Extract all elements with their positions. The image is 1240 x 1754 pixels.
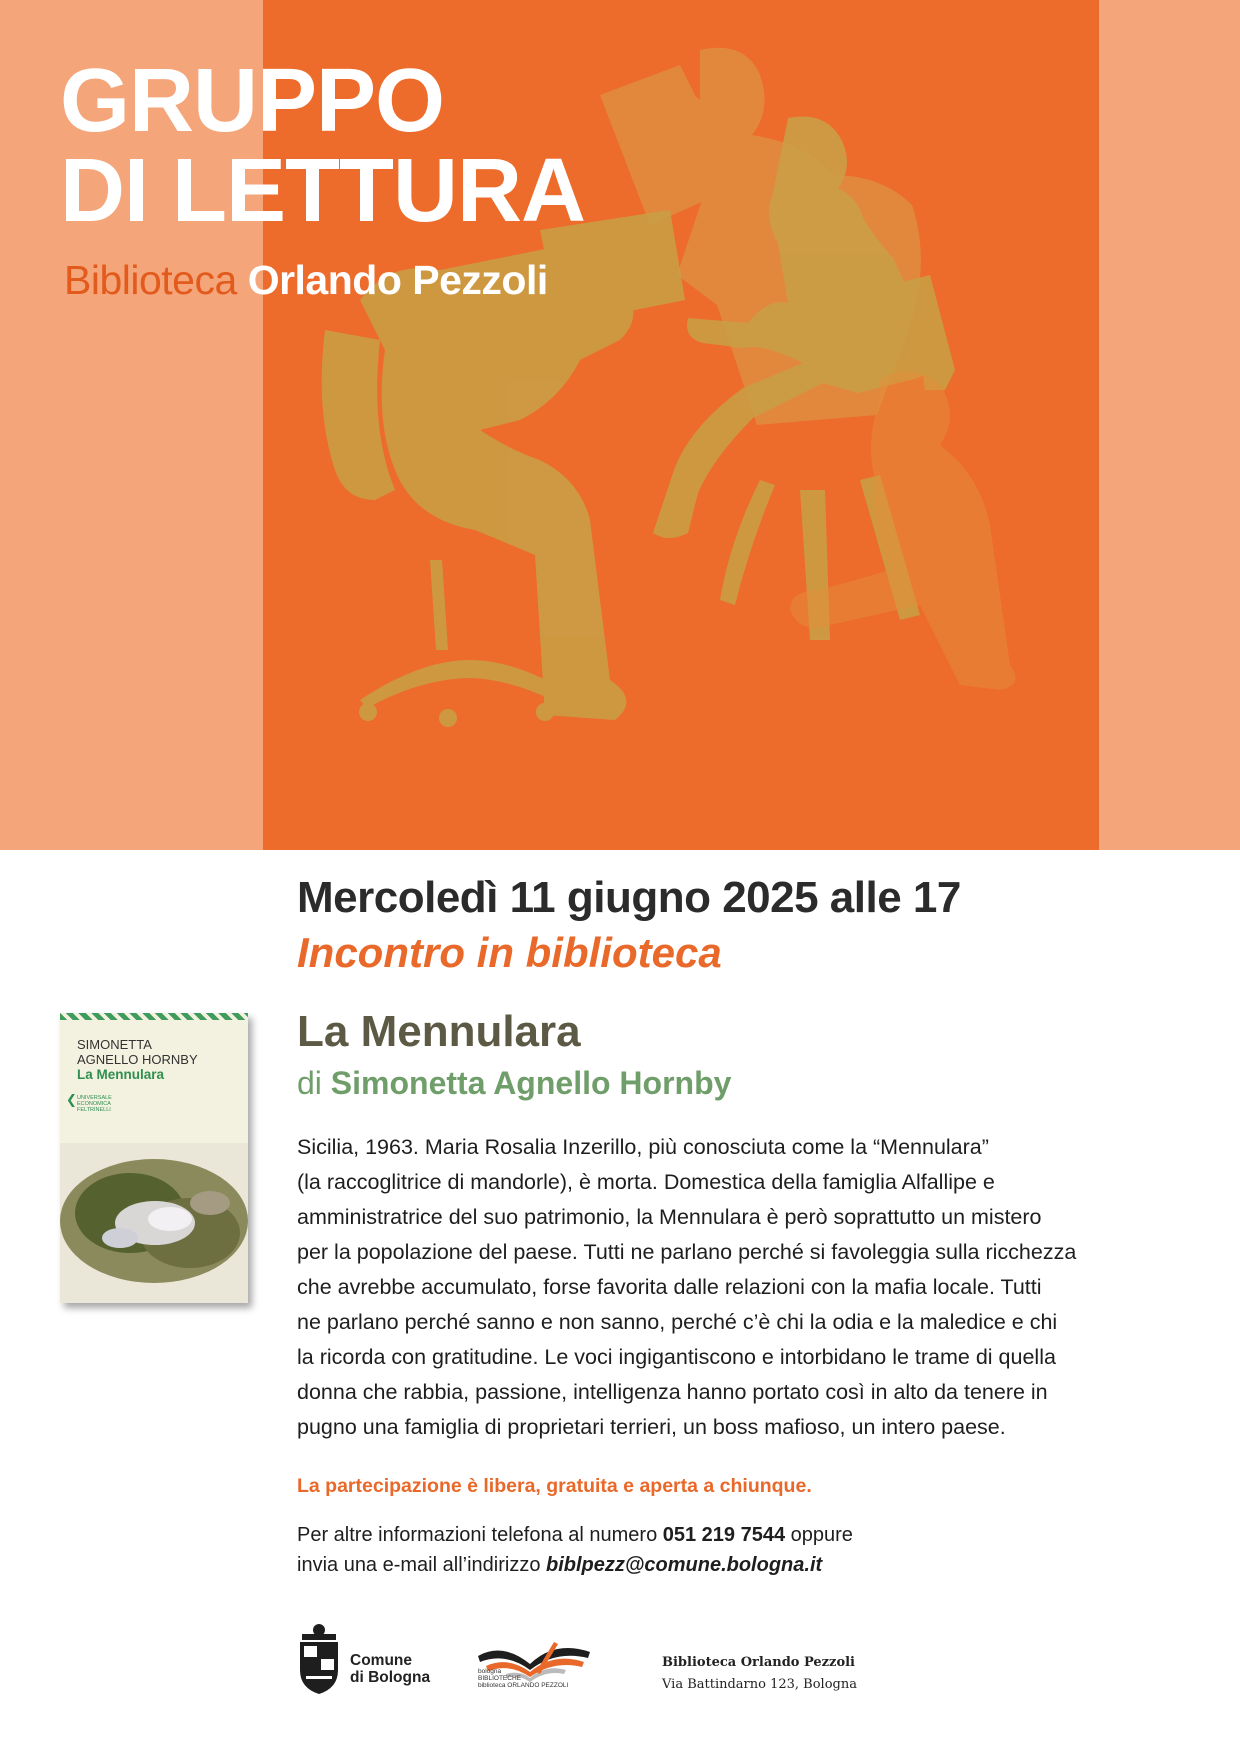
- cover-series: [77, 1095, 137, 1113]
- cover-series-line3: FELTRINELLI: [77, 1107, 111, 1113]
- footer-library-name: Biblioteca Orlando Pezzoli: [662, 1655, 855, 1670]
- cover-stripe: [60, 1013, 248, 1020]
- description-line: per la popolazione del paese. Tutti ne parlano perché si favoleggia sulla ricchezza: [297, 1240, 1077, 1264]
- biblioteche-line2: BIBLIOTECHE: [478, 1675, 521, 1682]
- event-type: Incontro in biblioteca: [297, 929, 722, 976]
- description-line: che avrebbe accumulato, forse favorita dalle relazioni con la mafia locale. Tutti: [297, 1275, 1042, 1299]
- cover-artwork: [60, 1143, 248, 1303]
- page-title: [60, 51, 585, 241]
- comune-di-bologna-label: [350, 1652, 430, 1686]
- email-link[interactable]: biblpezz@comune.bologna.it: [546, 1554, 823, 1576]
- library-name: Orlando Pezzoli: [247, 257, 548, 303]
- cover-title: La Mennulara: [77, 1067, 165, 1082]
- description-line: donna che rabbia, passione, intelligenza hanno portato così in alto da tenere in: [297, 1380, 1048, 1404]
- description-line: ne parlano perché sanno e non sanno, perché c’è chi la odia e la maledice e chi: [297, 1310, 1058, 1334]
- description-line: pugno una famiglia di proprietari terrieri, un boss mafioso, un intero paese.: [297, 1415, 1006, 1439]
- biblioteche-line3: biblioteca ORLANDO PEZZOLI: [478, 1682, 569, 1689]
- header-banner: [0, 0, 1240, 850]
- biblioteche-label: [478, 1668, 568, 1689]
- feltrinelli-logo-icon: ❮: [66, 1092, 77, 1107]
- library-prefix: Biblioteca: [64, 257, 237, 303]
- phone-number[interactable]: 051 219 7544: [662, 1524, 786, 1546]
- book-author: [297, 1063, 731, 1103]
- title-line-1: GRUPPO: [60, 51, 445, 151]
- email-prefix: invia una e-mail all’indirizzo: [297, 1554, 541, 1576]
- footer-address: Via Battindarno 123, Bologna: [662, 1677, 857, 1692]
- biblioteche-line1: bologna: [478, 1668, 502, 1675]
- cover-author-line2: AGNELLO HORNBY: [77, 1052, 198, 1067]
- participation-note: La partecipazione è libera, gratuita e aperta a chiunque.: [297, 1475, 812, 1497]
- contact-phone-line: [297, 1520, 853, 1550]
- phone-prefix: Per altre informazioni telefona al numero: [297, 1524, 658, 1546]
- comune-line1: Comune: [350, 1652, 412, 1669]
- title-line-2: DI LETTURA: [60, 141, 585, 241]
- contact-info: [297, 1520, 853, 1580]
- phone-suffix: oppure: [790, 1524, 853, 1546]
- description-line: Sicilia, 1963. Maria Rosalia Inzerillo, più conosciuta come la “Mennulara”: [297, 1135, 989, 1159]
- library-subtitle: [64, 256, 548, 304]
- book-title: La Mennulara: [297, 1007, 581, 1056]
- cover-series-line2: ECONOMICA: [77, 1101, 111, 1107]
- book-cover: [60, 1013, 248, 1303]
- comune-line2: di Bologna: [350, 1669, 431, 1686]
- book-author-prefix: di: [297, 1065, 322, 1101]
- description-line: la ricorda con gratitudine. Le voci ingigantiscono e intorbidano le trame di quella: [297, 1345, 1056, 1369]
- contact-email-line: [297, 1550, 853, 1580]
- book-description: [297, 1130, 1177, 1445]
- description-line: amministratrice del suo patrimonio, la Mennulara è però soprattutto un mistero: [297, 1205, 1042, 1229]
- cover-series-line1: UNIVERSALE: [77, 1095, 112, 1101]
- event-date: Mercoledì 11 giugno 2025 alle 17: [297, 873, 961, 922]
- cover-author: [77, 1037, 198, 1067]
- book-author-name: Simonetta Agnello Hornby: [330, 1065, 732, 1101]
- library-address-block: [662, 1652, 857, 1696]
- description-line: (la raccoglitrice di mandorle), è morta. Domestica della famiglia Alfallipe e: [297, 1170, 995, 1194]
- cover-author-line1: SIMONETTA: [77, 1037, 152, 1052]
